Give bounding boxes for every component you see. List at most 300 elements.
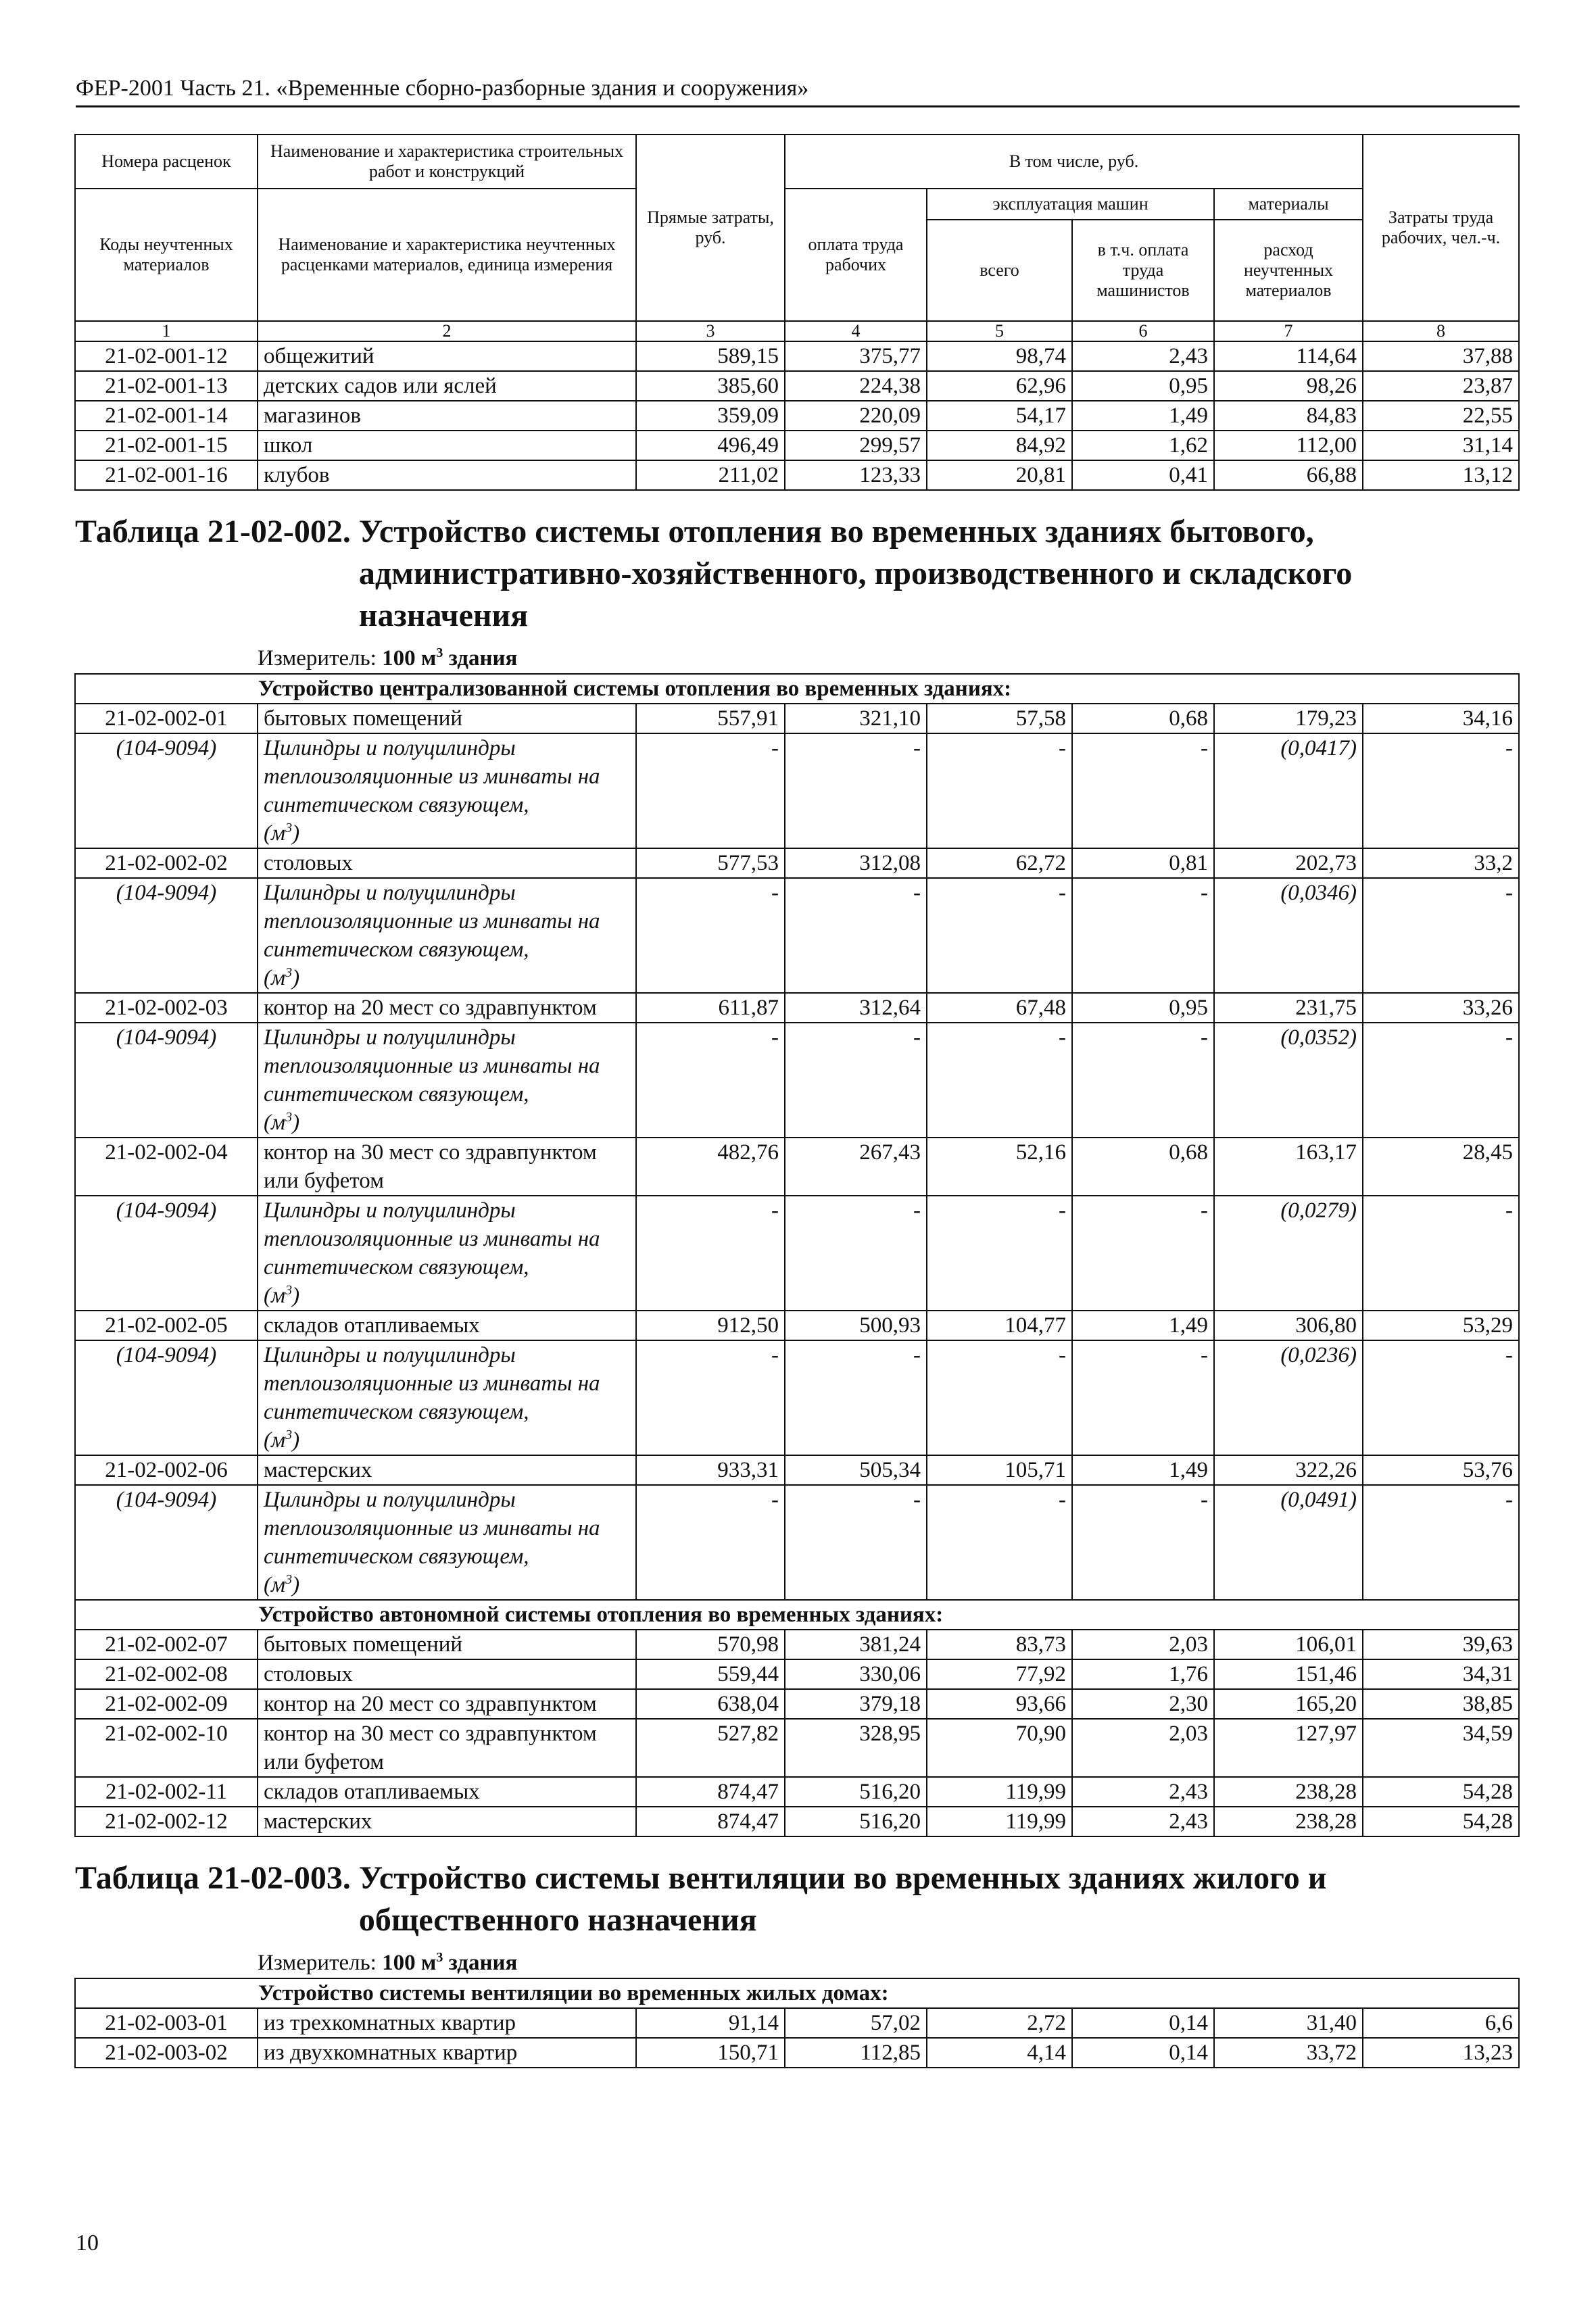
- table-number: Таблица 21-02-003.: [75, 1860, 351, 1896]
- material-consumption: (0,0236): [1214, 1340, 1363, 1455]
- machine-total: -: [927, 878, 1072, 993]
- labor-wages: 516,20: [785, 1777, 927, 1807]
- labor-wages: 321,10: [785, 704, 927, 733]
- operator-wages: -: [1072, 1340, 1214, 1455]
- labor-costs: 33,2: [1363, 848, 1519, 878]
- material-unit: [264, 1573, 299, 1597]
- rate-code: 21-02-001-15: [75, 431, 258, 460]
- material-code: (104-9094): [75, 1340, 258, 1455]
- table-row: [75, 401, 1519, 431]
- labor-costs: 54,28: [1363, 1777, 1519, 1807]
- material-description: Цилиндры и полуцилиндры теплоизоляционные из минваты на синтетическом связующем,: [264, 1025, 600, 1106]
- rate-code: 21-02-002-12: [75, 1807, 258, 1836]
- machine-total: 54,17: [927, 401, 1072, 431]
- rate-code: 21-02-002-09: [75, 1689, 258, 1719]
- meter-label: Измеритель:: [258, 646, 377, 671]
- material-unit-sup: 3: [285, 965, 293, 980]
- labor-costs: -: [1363, 1023, 1519, 1138]
- material-unit-base: (м: [264, 966, 286, 990]
- direct-costs: 589,15: [636, 341, 785, 371]
- labor-wages: 330,06: [785, 1659, 927, 1689]
- labor-costs: 6,6: [1363, 2008, 1519, 2038]
- col-machine-total: всего: [927, 220, 1072, 321]
- table-row: [75, 2038, 1519, 2068]
- work-name: складов отапливаемых: [258, 1777, 636, 1807]
- machine-total: 20,81: [927, 460, 1072, 490]
- material-row: [75, 733, 1519, 848]
- material-code: (104-9094): [75, 878, 258, 993]
- labor-costs: 39,63: [1363, 1630, 1519, 1659]
- direct-costs: 359,09: [636, 401, 785, 431]
- material-row: [75, 1196, 1519, 1311]
- material-row: [75, 878, 1519, 993]
- table-header: [75, 135, 1519, 341]
- labor-wages: -: [785, 733, 927, 848]
- machine-total: 104,77: [927, 1311, 1072, 1340]
- operator-wages: -: [1072, 1196, 1214, 1311]
- col-unaccounted-consumption: расход неучтенных материалов: [1214, 220, 1363, 321]
- direct-costs: -: [636, 1023, 785, 1138]
- work-name: клубов: [258, 460, 636, 490]
- material-unit-close: ): [292, 821, 300, 846]
- table-row: [75, 371, 1519, 401]
- material-consumption: (0,0491): [1214, 1485, 1363, 1600]
- operator-wages: 2,30: [1072, 1689, 1214, 1719]
- direct-costs: 933,31: [636, 1455, 785, 1485]
- labor-costs: 33,26: [1363, 993, 1519, 1023]
- material-unit-sup: 3: [285, 1572, 293, 1587]
- col-number: 4: [785, 321, 927, 341]
- labor-costs: 34,16: [1363, 704, 1519, 733]
- labor-wages: 381,24: [785, 1630, 927, 1659]
- machine-total: -: [927, 1196, 1072, 1311]
- labor-costs: -: [1363, 878, 1519, 993]
- operator-wages: 1,49: [1072, 1455, 1214, 1485]
- table-caption: Устройство системы вентиляции во временных зданиях жилого и общественного назначения: [358, 1860, 1327, 1938]
- work-name: мастерских: [258, 1807, 636, 1836]
- table-row: [75, 431, 1519, 460]
- labor-costs: 53,76: [1363, 1455, 1519, 1485]
- direct-costs: -: [636, 1485, 785, 1600]
- labor-wages: 375,77: [785, 341, 927, 371]
- table-row: [75, 341, 1519, 371]
- rate-code: 21-02-002-11: [75, 1777, 258, 1807]
- table-row: [75, 460, 1519, 490]
- section-row: [75, 1600, 1519, 1630]
- section-heading: Устройство системы вентиляции во временных жилых домах:: [75, 1978, 1519, 2008]
- rate-code: 21-02-001-12: [75, 341, 258, 371]
- table-title-row: [75, 1836, 1519, 1948]
- table-row: [75, 2008, 1519, 2038]
- rate-code: 21-02-002-07: [75, 1630, 258, 1659]
- material-unit-base: (м: [264, 1111, 286, 1135]
- materials: 98,26: [1214, 371, 1363, 401]
- labor-wages: -: [785, 1196, 927, 1311]
- material-description: Цилиндры и полуцилиндры теплоизоляционные из минваты на синтетическом связующем,: [264, 1343, 600, 1424]
- work-name: мастерских: [258, 1455, 636, 1485]
- labor-costs: 34,59: [1363, 1719, 1519, 1777]
- rate-code: 21-02-002-03: [75, 993, 258, 1023]
- col-number: 3: [636, 321, 785, 341]
- autonomous-heating-rows: [75, 1630, 1519, 1836]
- machine-total: 77,92: [927, 1659, 1072, 1689]
- direct-costs: 638,04: [636, 1689, 785, 1719]
- operator-wages: 2,43: [1072, 1807, 1214, 1836]
- operator-wages: 2,43: [1072, 341, 1214, 371]
- materials: 179,23: [1214, 704, 1363, 733]
- materials: 84,83: [1214, 401, 1363, 431]
- operator-wages: 0,41: [1072, 460, 1214, 490]
- table-row: [75, 1719, 1519, 1777]
- table-row: [75, 1807, 1519, 1836]
- direct-costs: 559,44: [636, 1659, 785, 1689]
- materials: 231,75: [1214, 993, 1363, 1023]
- section-row: [75, 1978, 1519, 2008]
- machine-total: 93,66: [927, 1689, 1072, 1719]
- col-operator-wages: в т.ч. оплата труда машинистов: [1072, 220, 1214, 321]
- material-consumption: (0,0417): [1214, 733, 1363, 848]
- labor-wages: 379,18: [785, 1689, 927, 1719]
- work-name: контор на 30 мест со здравпунктом или буфетом: [258, 1138, 636, 1196]
- machine-total: 119,99: [927, 1807, 1072, 1836]
- work-name: из трехкомнатных квартир: [258, 2008, 636, 2038]
- operator-wages: -: [1072, 1023, 1214, 1138]
- meter: [75, 1948, 1519, 1978]
- machine-total: -: [927, 1485, 1072, 1600]
- table-row: [75, 704, 1519, 733]
- labor-costs: -: [1363, 1196, 1519, 1311]
- rate-code: 21-02-002-02: [75, 848, 258, 878]
- col-number: 2: [258, 321, 636, 341]
- col-labor-wages: оплата труда рабочих: [785, 189, 927, 321]
- machine-total: 62,72: [927, 848, 1072, 878]
- page-header-title: ФЕР-2001 Часть 21. «Временные сборно-разборные здания и сооружения»: [76, 76, 809, 101]
- material-unit-sup: 3: [285, 1283, 293, 1298]
- material-code: (104-9094): [75, 1485, 258, 1600]
- table-row: [75, 1630, 1519, 1659]
- table-row: [75, 1455, 1519, 1485]
- labor-costs: 28,45: [1363, 1138, 1519, 1196]
- material-unit-sup: 3: [285, 1110, 293, 1125]
- rate-code: 21-02-001-13: [75, 371, 258, 401]
- labor-costs: 22,55: [1363, 401, 1519, 431]
- work-name: контор на 20 мест со здравпунктом: [258, 993, 636, 1023]
- direct-costs: 874,47: [636, 1807, 785, 1836]
- material-name: [258, 733, 636, 848]
- labor-wages: -: [785, 1023, 927, 1138]
- operator-wages: 0,68: [1072, 704, 1214, 733]
- machine-total: 57,58: [927, 704, 1072, 733]
- labor-costs: -: [1363, 1485, 1519, 1600]
- material-code: (104-9094): [75, 1196, 258, 1311]
- direct-costs: -: [636, 1196, 785, 1311]
- section-row: [75, 674, 1519, 704]
- work-name: общежитий: [258, 341, 636, 371]
- material-unit-close: ): [292, 1284, 300, 1308]
- direct-costs: 912,50: [636, 1311, 785, 1340]
- col-name: Наименование и характеристика строительных работ и конструкций: [258, 135, 636, 189]
- rate-code: 21-02-002-10: [75, 1719, 258, 1777]
- direct-costs: 557,91: [636, 704, 785, 733]
- operator-wages: 1,49: [1072, 1311, 1214, 1340]
- direct-costs: 482,76: [636, 1138, 785, 1196]
- table-row: [75, 1311, 1519, 1340]
- machine-total: 4,14: [927, 2038, 1072, 2068]
- col-rate-numbers: Номера расценок: [75, 135, 258, 189]
- machine-total: 105,71: [927, 1455, 1072, 1485]
- labor-wages: 267,43: [785, 1138, 927, 1196]
- machine-total: -: [927, 1023, 1072, 1138]
- labor-costs: 13,12: [1363, 460, 1519, 490]
- labor-costs: 38,85: [1363, 1689, 1519, 1719]
- col-number: 7: [1214, 321, 1363, 341]
- labor-wages: 505,34: [785, 1455, 927, 1485]
- material-unit-sup: 3: [285, 1428, 293, 1442]
- labor-wages: -: [785, 1485, 927, 1600]
- meter-value: 100 м: [382, 1951, 437, 1975]
- machine-total: 84,92: [927, 431, 1072, 460]
- material-unit: [264, 1428, 299, 1453]
- meter-sup: 3: [436, 1950, 443, 1965]
- machine-total: -: [927, 1340, 1072, 1455]
- direct-costs: 150,71: [636, 2038, 785, 2068]
- meter-row: [75, 1948, 1519, 1978]
- operator-wages: -: [1072, 878, 1214, 993]
- col-unaccounted-name: Наименование и характеристика неучтенных расценками материалов, единица измерения: [258, 189, 636, 321]
- material-unit: [264, 821, 299, 846]
- labor-costs: 13,23: [1363, 2038, 1519, 2068]
- direct-costs: -: [636, 878, 785, 993]
- operator-wages: 1,76: [1072, 1659, 1214, 1689]
- rate-code: 21-02-003-02: [75, 2038, 258, 2068]
- meter-sup: 3: [436, 645, 443, 660]
- labor-wages: 500,93: [785, 1311, 927, 1340]
- table-title: [75, 490, 1519, 643]
- operator-wages: 0,68: [1072, 1138, 1214, 1196]
- operator-wages: 2,03: [1072, 1719, 1214, 1777]
- rate-code: 21-02-002-04: [75, 1138, 258, 1196]
- operator-wages: -: [1072, 733, 1214, 848]
- material-unit-close: ): [292, 1111, 300, 1135]
- work-name: бытовых помещений: [258, 704, 636, 733]
- direct-costs: 211,02: [636, 460, 785, 490]
- direct-costs: -: [636, 733, 785, 848]
- labor-wages: 57,02: [785, 2008, 927, 2038]
- col-number: 1: [75, 321, 258, 341]
- labor-wages: 516,20: [785, 1807, 927, 1836]
- operator-wages: 0,14: [1072, 2008, 1214, 2038]
- operator-wages: 1,49: [1072, 401, 1214, 431]
- meter-value: 100 м: [382, 646, 437, 671]
- work-name: столовых: [258, 848, 636, 878]
- labor-costs: 31,14: [1363, 431, 1519, 460]
- material-consumption: (0,0352): [1214, 1023, 1363, 1138]
- meter-row: [75, 643, 1519, 674]
- work-name: контор на 30 мест со здравпунктом или буфетом: [258, 1719, 636, 1777]
- labor-wages: 224,38: [785, 371, 927, 401]
- material-unit-base: (м: [264, 1573, 286, 1597]
- material-unit-close: ): [292, 1428, 300, 1453]
- direct-costs: -: [636, 1340, 785, 1455]
- page-header: [76, 76, 1520, 107]
- materials: 151,46: [1214, 1659, 1363, 1689]
- labor-wages: 112,85: [785, 2038, 927, 2068]
- direct-costs: 496,49: [636, 431, 785, 460]
- materials: 238,28: [1214, 1777, 1363, 1807]
- work-name: детских садов или яслей: [258, 371, 636, 401]
- meter-unit: здания: [448, 646, 518, 671]
- operator-wages: -: [1072, 1485, 1214, 1600]
- labor-wages: 299,57: [785, 431, 927, 460]
- labor-costs: 37,88: [1363, 341, 1519, 371]
- work-name: магазинов: [258, 401, 636, 431]
- operator-wages: 2,03: [1072, 1630, 1214, 1659]
- table-row: [75, 1689, 1519, 1719]
- rate-code: 21-02-002-06: [75, 1455, 258, 1485]
- labor-costs: 23,87: [1363, 371, 1519, 401]
- material-unit-base: (м: [264, 821, 286, 846]
- material-name: [258, 1340, 636, 1455]
- central-heating-rows: [75, 704, 1519, 1600]
- col-direct-costs: Прямые затраты, руб.: [636, 135, 785, 321]
- materials: 106,01: [1214, 1630, 1363, 1659]
- materials: 202,73: [1214, 848, 1363, 878]
- labor-wages: 312,64: [785, 993, 927, 1023]
- direct-costs: 91,14: [636, 2008, 785, 2038]
- meter-unit: здания: [448, 1951, 518, 1975]
- work-name: столовых: [258, 1659, 636, 1689]
- materials: 33,72: [1214, 2038, 1363, 2068]
- table-row: [75, 1138, 1519, 1196]
- material-unit-base: (м: [264, 1428, 286, 1453]
- table-title-row: [75, 490, 1519, 643]
- material-consumption: (0,0346): [1214, 878, 1363, 993]
- machine-total: -: [927, 733, 1072, 848]
- material-name: [258, 1023, 636, 1138]
- col-number: 8: [1363, 321, 1519, 341]
- materials: 238,28: [1214, 1807, 1363, 1836]
- table-row: [75, 848, 1519, 878]
- col-including: В том числе, руб.: [785, 135, 1363, 189]
- machine-total: 2,72: [927, 2008, 1072, 2038]
- page-number: 10: [76, 2231, 99, 2256]
- labor-wages: 312,08: [785, 848, 927, 878]
- direct-costs: 611,87: [636, 993, 785, 1023]
- meter-label: Измеритель:: [258, 1951, 377, 1975]
- labor-costs: -: [1363, 1340, 1519, 1455]
- rate-code: 21-02-002-08: [75, 1659, 258, 1689]
- material-row: [75, 1340, 1519, 1455]
- machine-total: 67,48: [927, 993, 1072, 1023]
- material-unit-base: (м: [264, 1284, 286, 1308]
- material-name: [258, 1196, 636, 1311]
- material-unit: [264, 1111, 299, 1135]
- machine-total: 62,96: [927, 371, 1072, 401]
- labor-wages: 328,95: [785, 1719, 927, 1777]
- section-heading: Устройство автономной системы отопления во временных зданиях:: [75, 1600, 1519, 1630]
- rate-code: 21-02-002-01: [75, 704, 258, 733]
- material-unit: [264, 966, 299, 990]
- table-row: [75, 993, 1519, 1023]
- labor-costs: 34,31: [1363, 1659, 1519, 1689]
- table-number: Таблица 21-02-002.: [75, 514, 351, 550]
- section-heading: Устройство централизованной системы отопления во временных зданиях:: [75, 674, 1519, 704]
- work-name: складов отапливаемых: [258, 1311, 636, 1340]
- table-row: [75, 1777, 1519, 1807]
- machine-total: 52,16: [927, 1138, 1072, 1196]
- materials: 306,80: [1214, 1311, 1363, 1340]
- table-row: [75, 1659, 1519, 1689]
- machine-total: 70,90: [927, 1719, 1072, 1777]
- operator-wages: 0,95: [1072, 371, 1214, 401]
- material-description: Цилиндры и полуцилиндры теплоизоляционные из минваты на синтетическом связующем,: [264, 736, 600, 817]
- col-number: 6: [1072, 321, 1214, 341]
- material-name: [258, 878, 636, 993]
- materials: 114,64: [1214, 341, 1363, 371]
- materials: 165,20: [1214, 1689, 1363, 1719]
- materials: 322,26: [1214, 1455, 1363, 1485]
- machine-total: 83,73: [927, 1630, 1072, 1659]
- operator-wages: 2,43: [1072, 1777, 1214, 1807]
- operator-wages: 0,95: [1072, 993, 1214, 1023]
- material-description: Цилиндры и полуцилиндры теплоизоляционные из минваты на синтетическом связующем,: [264, 1488, 600, 1569]
- direct-costs: 874,47: [636, 1777, 785, 1807]
- material-unit-close: ): [292, 1573, 300, 1597]
- labor-wages: -: [785, 878, 927, 993]
- table-title: [75, 1836, 1519, 1948]
- material-description: Цилиндры и полуцилиндры теплоизоляционные из минваты на синтетическом связующем,: [264, 881, 600, 962]
- material-code: (104-9094): [75, 733, 258, 848]
- material-row: [75, 1485, 1519, 1600]
- material-code: (104-9094): [75, 1023, 258, 1138]
- material-unit-close: ): [292, 966, 300, 990]
- direct-costs: 577,53: [636, 848, 785, 878]
- materials: 31,40: [1214, 2008, 1363, 2038]
- material-row: [75, 1023, 1519, 1138]
- operator-wages: 1,62: [1072, 431, 1214, 460]
- table-caption: Устройство системы отопления во временных зданиях бытового, административно-хозяйственного, производственного и складского назначения: [358, 514, 1353, 633]
- labor-wages: -: [785, 1340, 927, 1455]
- labor-costs: 53,29: [1363, 1311, 1519, 1340]
- operator-wages: 0,81: [1072, 848, 1214, 878]
- labor-wages: 220,09: [785, 401, 927, 431]
- materials: 163,17: [1214, 1138, 1363, 1196]
- material-unit-sup: 3: [285, 821, 293, 835]
- direct-costs: 570,98: [636, 1630, 785, 1659]
- col-number: 5: [927, 321, 1072, 341]
- rate-code: 21-02-001-14: [75, 401, 258, 431]
- col-labor-costs: Затраты труда рабочих, чел.-ч.: [1363, 135, 1519, 321]
- material-description: Цилиндры и полуцилиндры теплоизоляционные из минваты на синтетическом связующем,: [264, 1198, 600, 1280]
- materials: 112,00: [1214, 431, 1363, 460]
- col-material-codes: Коды неучтенных материалов: [75, 189, 258, 321]
- price-table: [74, 134, 1520, 2068]
- rate-code: 21-02-003-01: [75, 2008, 258, 2038]
- operator-wages: 0,14: [1072, 2038, 1214, 2068]
- direct-costs: 385,60: [636, 371, 785, 401]
- col-machine-operation: эксплуатация машин: [927, 189, 1214, 220]
- material-name: [258, 1485, 636, 1600]
- direct-costs: 527,82: [636, 1719, 785, 1777]
- work-name: контор на 20 мест со здравпунктом: [258, 1689, 636, 1719]
- materials: 127,97: [1214, 1719, 1363, 1777]
- work-name: из двухкомнатных квартир: [258, 2038, 636, 2068]
- meter: [75, 643, 1519, 674]
- material-unit: [264, 1284, 299, 1308]
- rate-code: 21-02-001-16: [75, 460, 258, 490]
- labor-costs: -: [1363, 733, 1519, 848]
- work-name: школ: [258, 431, 636, 460]
